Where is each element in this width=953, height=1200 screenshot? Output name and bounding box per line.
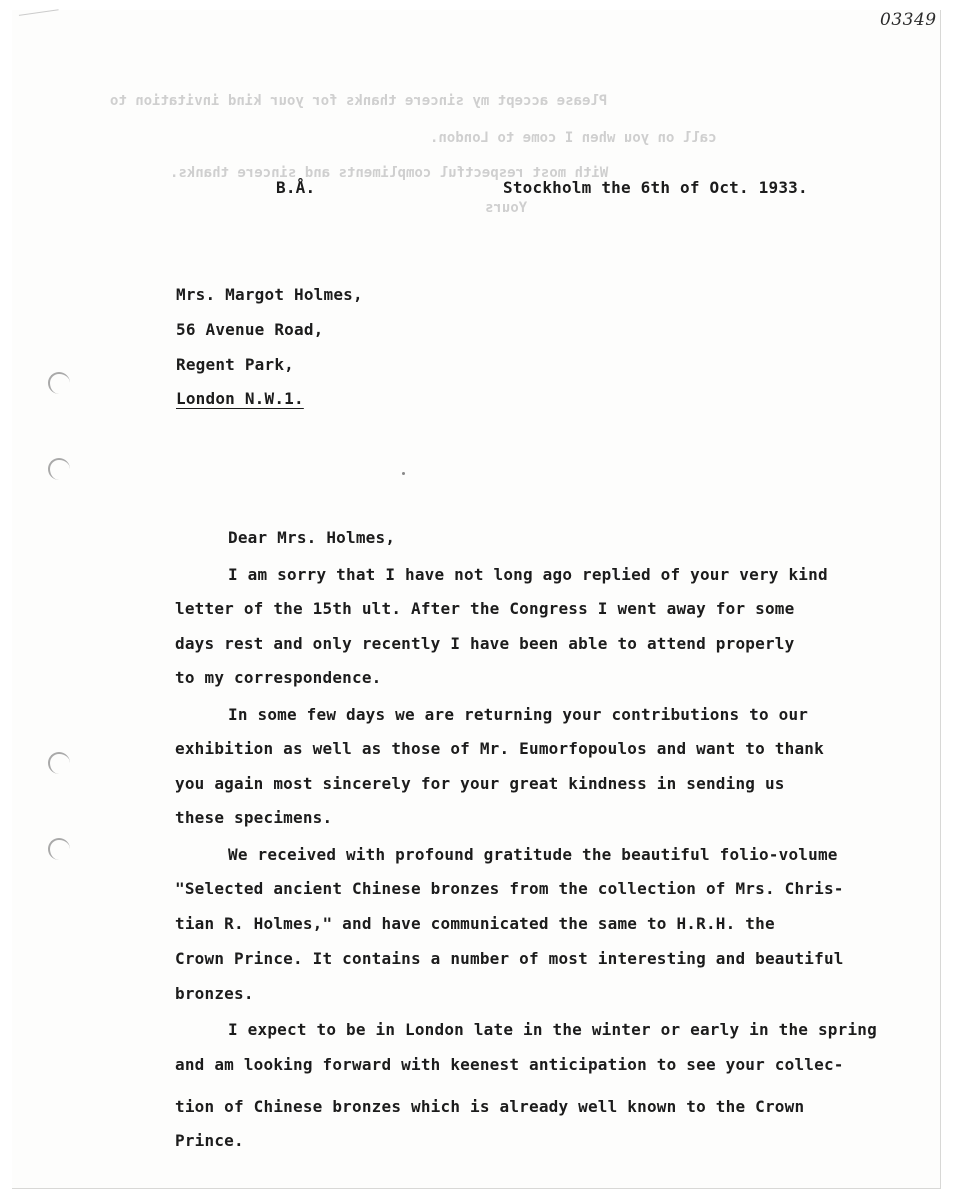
ghost-line: With most respectful compliments and sincere thanks. xyxy=(170,165,609,181)
body-line: tion of Chinese bronzes which is already well known to the Crown xyxy=(175,1097,805,1116)
punch-hole xyxy=(48,458,70,480)
body-line: Crown Prince. It contains a number of most interesting and beautiful xyxy=(175,949,844,968)
body-line: "Selected ancient Chinese bronzes from the collection of Mrs. Chris- xyxy=(175,879,844,898)
body-line: days rest and only recently I have been able to attend properly xyxy=(175,634,795,653)
body-line: In some few days we are returning your contributions to our xyxy=(228,705,809,724)
punch-hole xyxy=(48,372,70,394)
ghost-line: Please accept my sincere thanks for your kind invitation to xyxy=(110,93,608,109)
body-line: letter of the 15th ult. After the Congress I went away for some xyxy=(175,599,795,618)
place-date: Stockholm the 6th of Oct. 1933. xyxy=(503,178,808,197)
address-line: 56 Avenue Road, xyxy=(176,320,324,339)
body-line: to my correspondence. xyxy=(175,668,382,687)
body-line: I am sorry that I have not long ago replied of your very kind xyxy=(228,565,828,584)
body-line: bronzes. xyxy=(175,984,254,1003)
body-line: these specimens. xyxy=(175,808,333,827)
body-line: and am looking forward with keenest anticipation to see your collec- xyxy=(175,1055,844,1074)
ghost-line: call on you when I come to London. xyxy=(430,130,717,146)
address-line: London N.W.1. xyxy=(176,389,304,408)
body-line: We received with profound gratitude the beautiful folio-volume xyxy=(228,845,838,864)
address-line: Regent Park, xyxy=(176,355,294,374)
body-line: Prince. xyxy=(175,1131,244,1150)
body-line: you again most sincerely for your great kindness in sending us xyxy=(175,774,785,793)
address-line: Mrs. Margot Holmes, xyxy=(176,285,363,304)
archive-number: 03349 xyxy=(880,10,937,30)
punch-hole xyxy=(48,838,70,860)
sender-initials: B.Å. xyxy=(276,178,316,197)
punch-hole xyxy=(48,752,70,774)
body-line: tian R. Holmes," and have communicated the same to H.R.H. the xyxy=(175,914,775,933)
ink-speck xyxy=(402,472,405,475)
body-line: I expect to be in London late in the winter or early in the spring xyxy=(228,1020,877,1039)
body-line: exhibition as well as those of Mr. Eumorfopoulos and want to thank xyxy=(175,739,824,758)
ghost-line: Yours xyxy=(485,200,528,216)
salutation: Dear Mrs. Holmes, xyxy=(228,528,396,547)
